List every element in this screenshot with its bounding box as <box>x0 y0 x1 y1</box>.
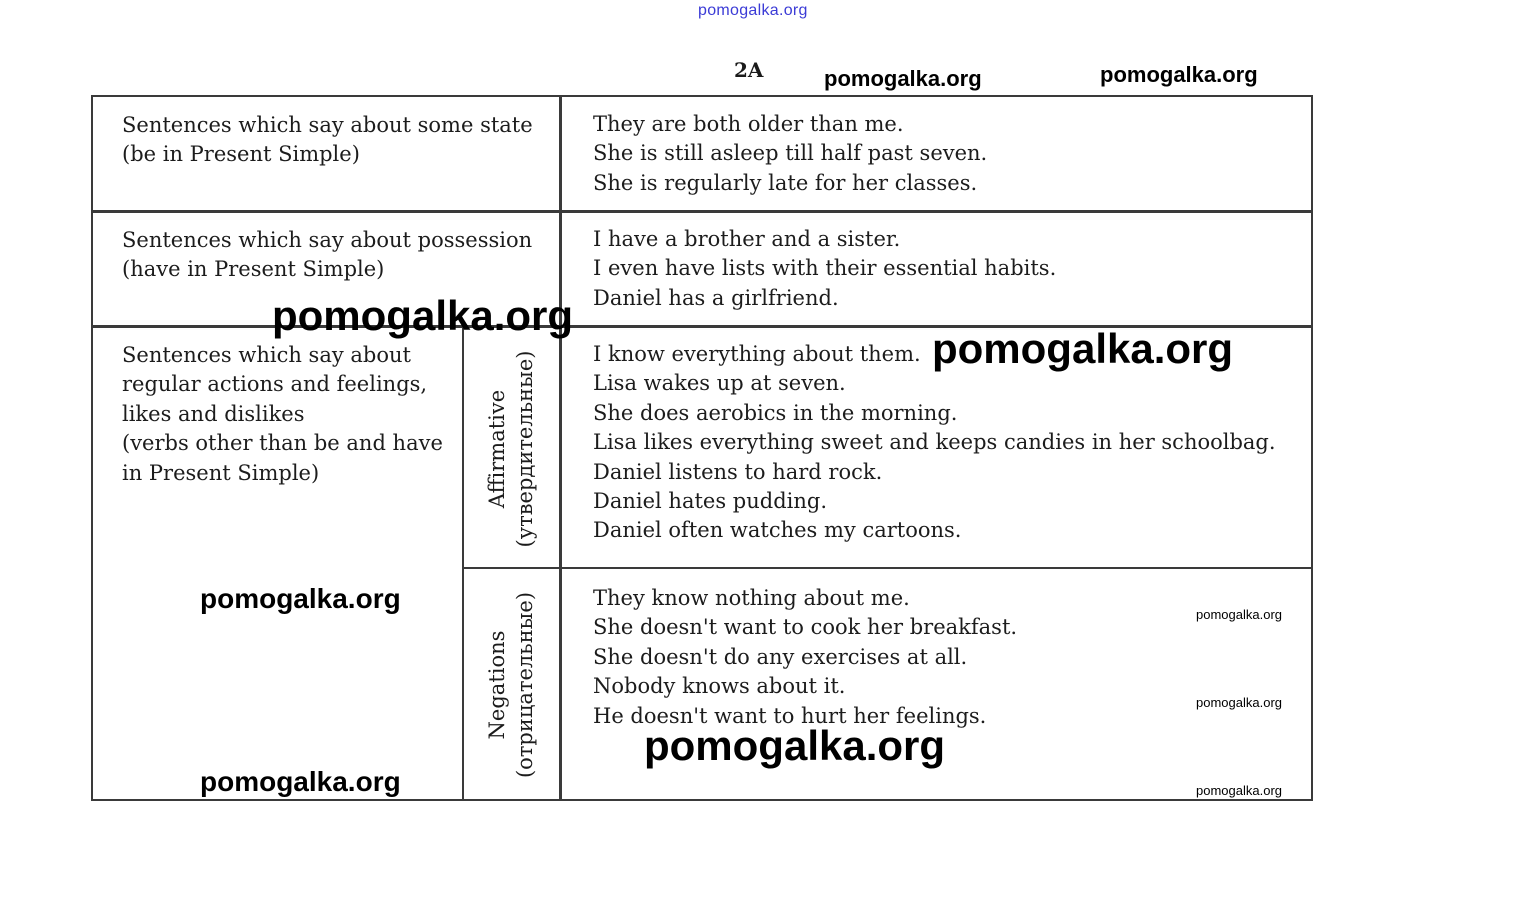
watermark: pomogalka.org <box>272 292 574 339</box>
subrow-divider <box>462 567 1313 569</box>
watermark: pomogalka.org <box>200 766 401 797</box>
watermark: pomogalka.org <box>1196 607 1282 622</box>
negations-examples: They know nothing about me. She doesn't want to cook her breakfast. She doesn't do any exercises at all. Nobody knows about it. He doesn't want to hurt her feelings. <box>593 586 1018 728</box>
watermark: pomogalka.org <box>824 66 982 91</box>
row-1-examples: They are both older than me. She is still asleep till half past seven. She is regularly late for her classes. <box>593 112 988 195</box>
watermark: pomogalka.org <box>1100 62 1258 87</box>
watermark: pomogalka.org <box>200 583 401 614</box>
watermark: pomogalka.org <box>932 325 1234 372</box>
row-2-category: Sentences which say about possession (have in Present Simple) <box>122 228 533 282</box>
watermark: pomogalka.org <box>644 722 946 769</box>
row-2-examples: I have a brother and a sister. I even have lists with their essential habits. Daniel has a girlfriend. <box>593 227 1057 310</box>
watermark-top: pomogalka.org <box>698 2 808 19</box>
negations-label: Negations (отрицательные) <box>485 591 537 779</box>
row-divider <box>91 210 1313 213</box>
watermark: pomogalka.org <box>1196 783 1282 798</box>
affirmative-examples: I know everything about them. Lisa wakes up at seven. She does aerobics in the morning. Lisa likes everything sweet and keeps candies in her schoolbag. Daniel listens to hard rock. Daniel hates pudding. Daniel often watches my cartoons. <box>593 342 1276 543</box>
exercise-title: 2A <box>734 58 764 82</box>
column-divider <box>559 95 562 801</box>
watermark: pomogalka.org <box>1196 695 1282 710</box>
affirmative-label: Affirmative (утвердительные) <box>485 350 537 548</box>
sublabel-divider <box>462 326 464 801</box>
row-1-category: Sentences which say about some state (be in Present Simple) <box>122 113 533 167</box>
row-3-category: Sentences which say about regular actions and feelings, likes and dislikes (verbs other than be and have in Present Simple) <box>122 343 443 485</box>
